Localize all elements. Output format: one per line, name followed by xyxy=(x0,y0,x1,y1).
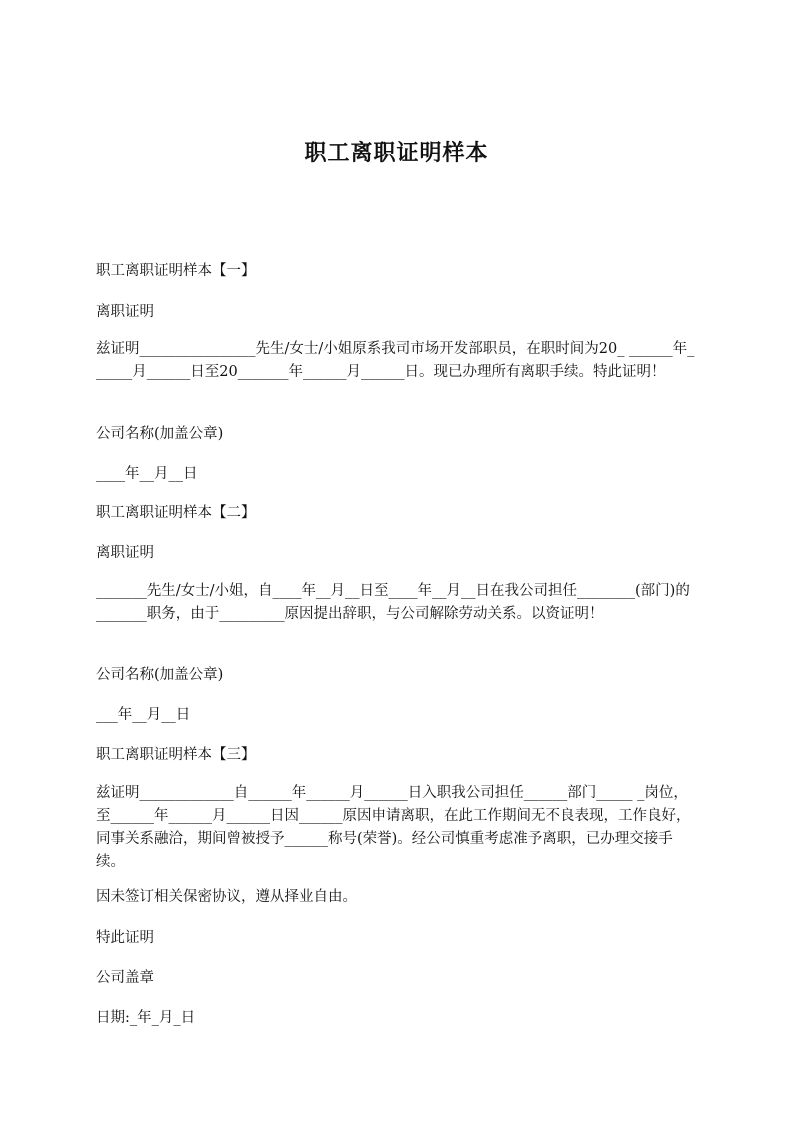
sample3-closing: 特此证明 xyxy=(96,930,154,946)
sample1-company: 公司名称(加盖公章) xyxy=(96,426,224,442)
sample1-date: ____年__月__日 xyxy=(96,466,198,482)
sample2-subheading: 离职证明 xyxy=(96,545,154,561)
sample2-date: ___年__月__日 xyxy=(96,707,191,723)
sample1-heading: 职工离职证明样本【一】 xyxy=(96,263,256,279)
sample2-heading: 职工离职证明样本【二】 xyxy=(96,505,256,521)
sample3-note: 因未签订相关保密协议，遵从择业自由。 xyxy=(96,889,357,905)
sample2-body: _______先生/女士/小姐，自____年__月__日至____年__月__日在我公司担任________(部门)的_______职务，由于_________原因提出辞职，与公司解除劳动关系。以资证明！ xyxy=(96,583,690,622)
sample1-subheading: 离职证明 xyxy=(96,304,154,320)
sample1-body: 兹证明________________先生/女士/小姐原系我司市场开发部职员，在职时间为20_ ______年______月______日至20_______年______月______日。现已办理所有离职手续。特此证明！ xyxy=(96,341,695,380)
sample3-date: 日期:_年_月_日 xyxy=(96,1010,196,1026)
sample3-seal: 公司盖章 xyxy=(96,970,154,986)
sample2-company: 公司名称(加盖公章) xyxy=(96,667,224,683)
sample3-body: 兹证明_____________自______年______月______日入职我公司担任______部门_____ _岗位，至______年______月______日因______原因申请离职，在此工作期间无不良表现，工作良好，同事关系融洽，期间曾被授予______称号(荣誉)。经公司慎重考虑准予离职，已办理交接手续。 xyxy=(96,785,691,870)
document-title: 职工离职证明样本 xyxy=(304,141,489,166)
sample3-heading: 职工离职证明样本【三】 xyxy=(96,747,256,763)
